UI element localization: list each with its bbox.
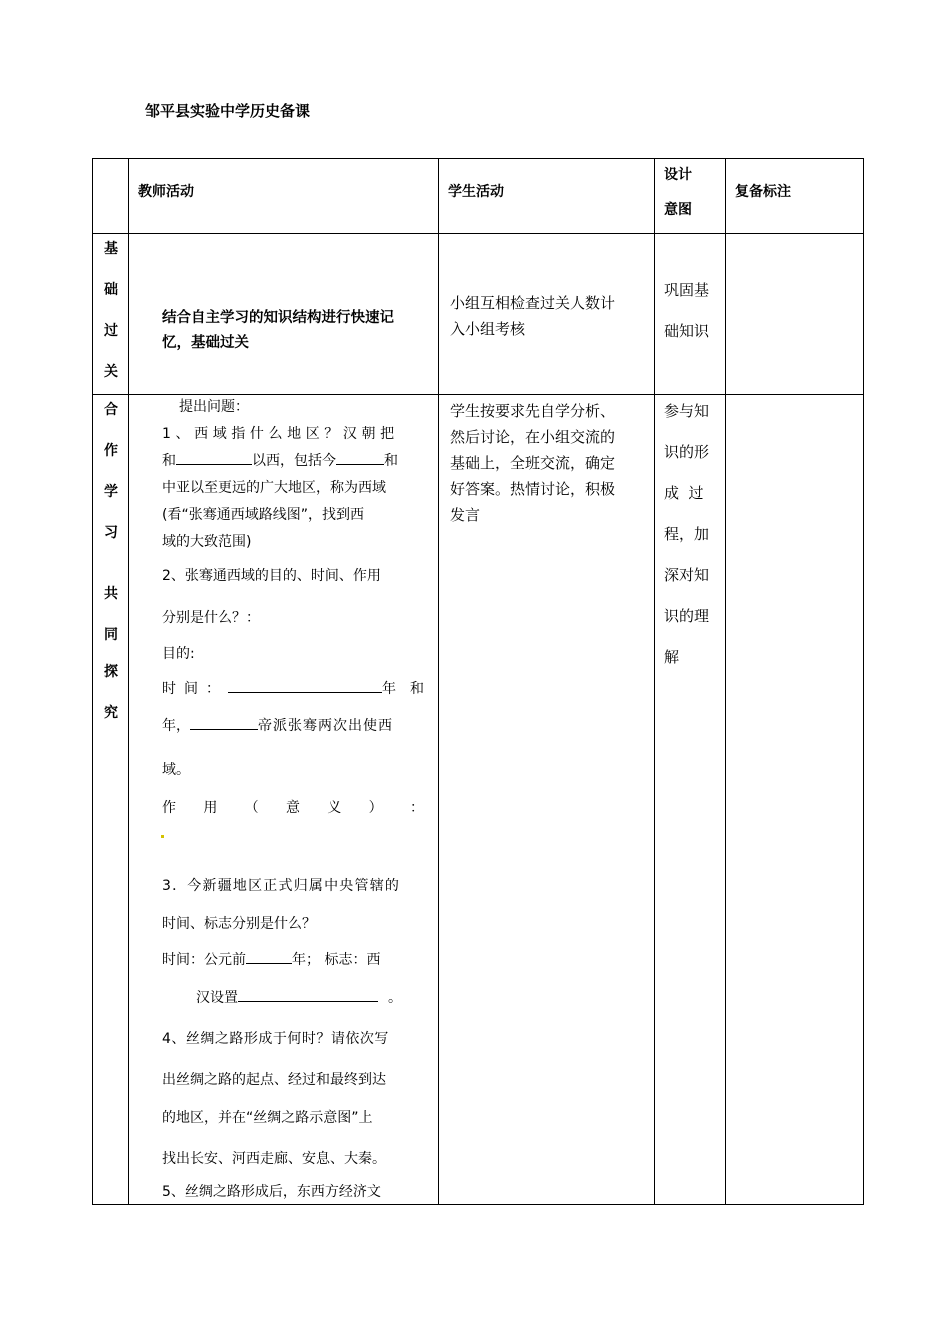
table-header-row [93, 159, 864, 234]
student-basic-line1: 小组互相检查过关人数计 [450, 294, 616, 312]
question-2-time-line-2 [162, 715, 393, 735]
row-label-char: 习 [104, 525, 118, 541]
teacher-intro: 提出问题： [179, 399, 249, 415]
question-4-line-b: 出丝绸之路的起点、经过和最终到达 [162, 1072, 386, 1088]
question-2-time2-pre: 年， [162, 718, 190, 734]
teacher-basic-line2: 忆，基础过关 [162, 335, 249, 351]
row-label-basic [93, 234, 129, 395]
fill-blank[interactable] [246, 949, 292, 964]
notes-cooperative-cell [726, 395, 864, 1205]
review-notes-header: 复备标注 [735, 184, 791, 200]
student-activity-line: 发言 [450, 506, 481, 524]
page-title: 邹平县实验中学历史备课 [145, 102, 311, 120]
question-1-text: 以西，包括今 [252, 453, 336, 469]
design-intent-line: 程，加 [664, 525, 710, 543]
question-3-time-mid: 年； 标志：西 [292, 952, 381, 968]
row-label-char: 作 [104, 443, 118, 459]
row-label-char: 同 [104, 627, 118, 643]
question-1-line-a: 1、西域指什么地区？汉朝把 [162, 426, 399, 442]
row-label-cooperative [93, 395, 129, 1205]
design-intent-header-line1: 设计 [664, 167, 692, 183]
table-row-cooperative [93, 395, 864, 1205]
question-4-line-c: 的地区，并在“丝绸之路示意图”上 [162, 1110, 373, 1126]
notes-basic-cell [726, 234, 864, 395]
student-activity-line: 基础上，全班交流，确定 [450, 454, 616, 472]
student-activity-header: 学生活动 [448, 184, 504, 200]
teacher-activity-header: 教师活动 [138, 184, 194, 200]
question-3-mark-pre: 汉设置 [196, 990, 238, 1006]
fill-blank[interactable] [238, 987, 378, 1002]
row-label-char: 探 [104, 664, 118, 680]
row-label-char: 共 [104, 586, 118, 602]
teacher-cooperative-cell [129, 395, 439, 1205]
question-1-text: 和 [162, 453, 176, 469]
question-4-line-a: 4、丝绸之路形成于何时？请依次写 [162, 1031, 389, 1047]
question-2-purpose: 目的: [162, 646, 195, 662]
header-corner-cell [93, 159, 129, 234]
teacher-basic-line1: 结合自主学习的知识结构进行快速记 [162, 310, 394, 326]
question-2-line-b: 分别是什么？： [162, 610, 260, 626]
question-2-time-line [162, 678, 438, 698]
design-intent-line: 识的理 [664, 607, 710, 625]
fill-blank[interactable] [190, 715, 258, 730]
question-2-time2-end: 帝派张骞两次出使西 [258, 718, 393, 734]
question-1-line-d: (看“张骞通西域路线图”，找到西 [162, 507, 364, 523]
row-label-char: 过 [104, 323, 118, 339]
question-2-time-end: 年和 [382, 681, 438, 697]
design-basic-line2: 础知识 [664, 322, 710, 340]
student-activity-line: 好答案。热情讨论，积极 [450, 480, 616, 498]
design-intent-line: 深对知 [664, 566, 710, 584]
design-basic-line1: 巩固基 [664, 281, 710, 299]
student-basic-cell [439, 234, 655, 395]
effect-char: 用 [203, 800, 218, 816]
header-notes-cell [726, 159, 864, 234]
question-1-line-e: 域的大致范围) [162, 534, 252, 550]
student-activity-line: 然后讨论，在小组交流的 [450, 428, 616, 446]
header-student-cell [439, 159, 655, 234]
question-3-mark-end: 。 [388, 990, 402, 1006]
design-cooperative-cell [655, 395, 726, 1205]
design-intent-line: 识的形 [664, 443, 710, 461]
effect-char: （ [244, 800, 259, 816]
table-row-basic [93, 234, 864, 395]
question-1-text: 和 [384, 453, 398, 469]
question-2-line-a: 2、张骞通西域的目的、时间、作用 [162, 568, 381, 584]
effect-char: ） [368, 800, 383, 816]
question-2-time-line-3: 域。 [162, 762, 190, 778]
row-label-char: 基 [104, 241, 118, 257]
question-3-line-b: 时间、标志分别是什么？ [162, 916, 316, 932]
fill-blank[interactable] [228, 678, 382, 693]
effect-char: ： [409, 800, 424, 816]
highlight-marker [161, 835, 164, 838]
header-design-cell [655, 159, 726, 234]
effect-char: 意 [285, 800, 300, 816]
row-label-char: 学 [104, 484, 118, 500]
question-1-line-b [162, 450, 398, 470]
question-1-line-c: 中亚以至更远的广大地区，称为西域 [162, 480, 386, 496]
design-intent-line: 参与知 [664, 402, 710, 420]
row-label-char: 关 [104, 364, 118, 380]
effect-char: 作 [162, 800, 176, 816]
design-basic-cell [655, 234, 726, 395]
student-basic-line2: 入小组考核 [450, 320, 526, 338]
design-intent-line: 解 [664, 648, 680, 666]
student-cooperative-cell [439, 395, 655, 1205]
effect-char: 义 [327, 800, 342, 816]
design-intent-header-line2: 意图 [664, 202, 692, 218]
question-3-time-pre: 时间：公元前 [162, 952, 246, 968]
header-teacher-cell [129, 159, 439, 234]
row-label-char: 究 [104, 705, 118, 721]
row-label-char: 础 [104, 282, 118, 298]
question-3-line-d [196, 987, 402, 1007]
question-3-line-c [162, 949, 380, 969]
question-5-line-a: 5、丝绸之路形成后，东西方经济文 [162, 1184, 381, 1200]
question-2-effect-line [162, 797, 424, 817]
row-label-char: 合 [104, 402, 118, 418]
question-4-line-d: 找出长安、河西走廊、安息、大秦。 [162, 1151, 386, 1167]
question-3-line-a: 3．今新疆地区正式归属中央管辖的 [162, 878, 401, 894]
fill-blank[interactable] [176, 450, 252, 465]
student-activity-line: 学生按要求先自学分析、 [450, 402, 616, 420]
fill-blank[interactable] [336, 450, 384, 465]
question-2-time-label: 时间： [162, 681, 228, 697]
lesson-plan-table [92, 158, 864, 1205]
teacher-basic-cell [129, 234, 439, 395]
design-intent-line: 成 过 [664, 484, 704, 502]
